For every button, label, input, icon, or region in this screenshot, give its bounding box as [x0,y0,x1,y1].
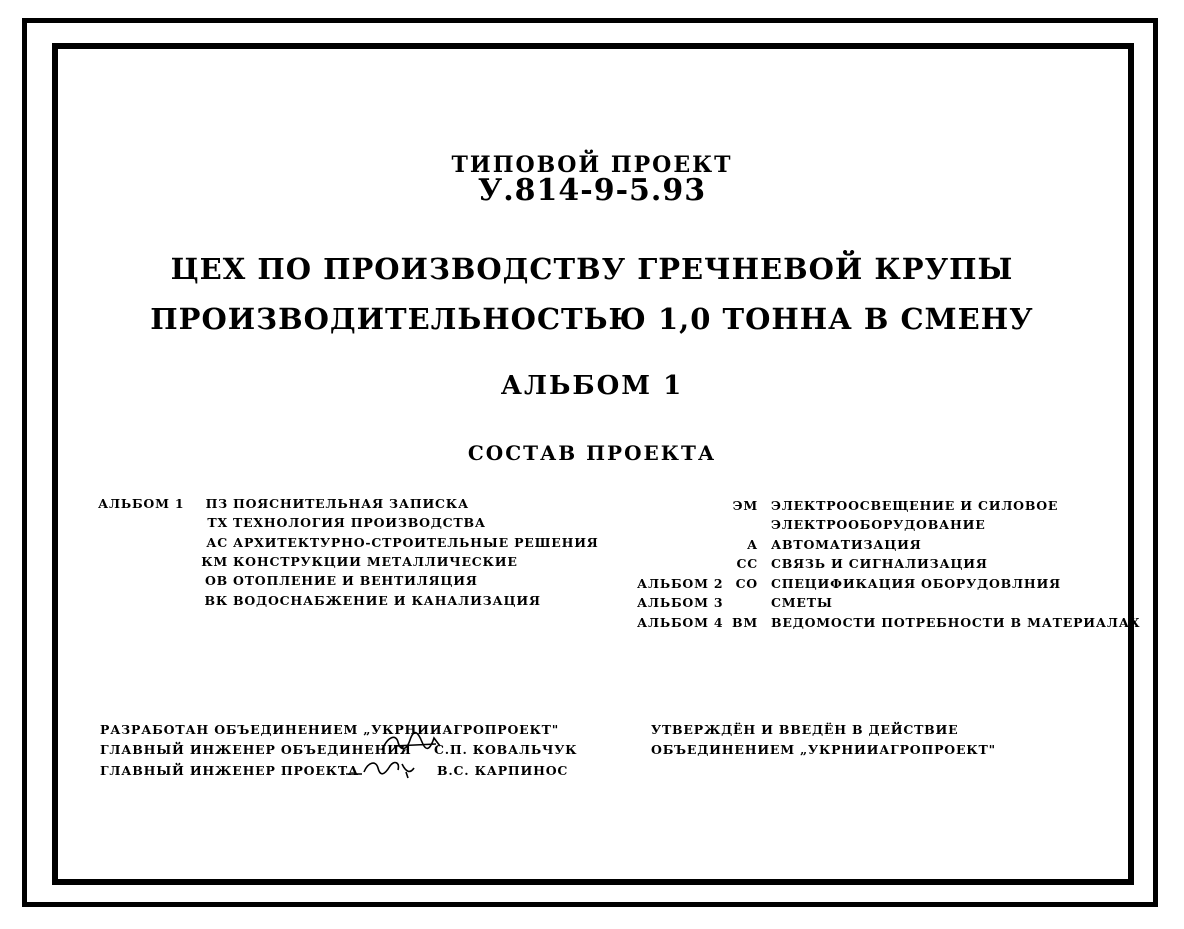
section-title: СМЕТЫ [771,595,833,610]
section-code: СС [736,556,758,571]
title-line-1: ЦЕХ ПО ПРОИЗВОДСТВУ ГРЕЧНЕВОЙ КРУПЫ [170,252,1014,286]
section-title: ЭЛЕКТРООСВЕЩЕНИЕ И СИЛОВОЕ [771,498,1059,513]
section-title: СПЕЦИФИКАЦИЯ ОБОРУДОВЛНИЯ [771,576,1061,591]
section-code: ЭМ [732,498,758,513]
album-title: АЛЬБОМ 1 [500,371,684,401]
section-code: ТХ [207,515,228,530]
section-code: СО [735,576,758,591]
section-code: ВК [204,593,228,608]
project-engineer-name: В.С. КАРПИНОС [437,763,569,778]
section-title: ТЕХНОЛОГИЯ ПРОИЗВОДСТВА [233,515,486,530]
approved-line-2: ОБЪЕДИНЕНИЕМ „УКРНИИАГРОПРОЕКТ" [651,742,996,757]
doc-number: У.814-9-5.93 [477,173,707,208]
section-code: КМ [201,554,228,569]
section-title: ПОЯСНИТЕЛЬНАЯ ЗАПИСКА [233,496,469,511]
album-label: АЛЬБОМ 2 [637,576,724,591]
album-label: АЛЬБОМ 3 [637,595,724,610]
signature-project-engineer [344,752,424,782]
album-label: АЛЬБОМ 1 [98,496,185,511]
approved-line-1: УТВЕРЖДЁН И ВВЕДЁН В ДЕЙСТВИЕ [651,722,959,737]
section-title: КОНСТРУКЦИИ МЕТАЛЛИЧЕСКИЕ [233,554,518,569]
project-engineer-label: ГЛАВНЫЙ ИНЖЕНЕР ПРОЕКТА [100,763,359,778]
chief-engineer-name: С.П. КОВАЛЬЧУК [434,742,578,757]
section-code: ПЗ [205,496,228,511]
title-line-2: ПРОИЗВОДИТЕЛЬНОСТЬЮ 1,0 ТОННА В СМЕНУ [150,302,1034,336]
section-code: АС [206,535,228,550]
section-title: ВОДОСНАБЖЕНИЕ И КАНАЛИЗАЦИЯ [233,593,541,608]
album-label: АЛЬБОМ 4 [637,615,724,630]
developed-by: РАЗРАБОТАН ОБЪЕДИНЕНИЕМ „УКРНИИАГРОПРОЕКТ" [100,722,560,737]
doc-type: ТИПОВОЙ ПРОЕКТ [451,152,733,178]
section-title: АВТОМАТИЗАЦИЯ [771,537,922,552]
section-title: ВЕДОМОСТИ ПОТРЕБНОСТИ В МАТЕРИАЛАХ [771,615,1141,630]
section-title: АРХИТЕКТУРНО-СТРОИТЕЛЬНЫЕ РЕШЕНИЯ [233,535,599,550]
contents-title: СОСТАВ ПРОЕКТА [467,441,717,465]
section-title: СВЯЗЬ И СИГНАЛИЗАЦИЯ [771,556,988,571]
section-title: ОТОПЛЕНИЕ И ВЕНТИЛЯЦИЯ [233,573,478,588]
section-code: ОВ [204,573,228,588]
section-code: А [747,537,758,552]
section-title: ЭЛЕКТРООБОРУДОВАНИЕ [771,517,986,532]
chief-engineer-label: ГЛАВНЫЙ ИНЖЕНЕР ОБЪЕДИНЕНИЯ [100,742,412,757]
section-code: ВМ [731,615,758,630]
